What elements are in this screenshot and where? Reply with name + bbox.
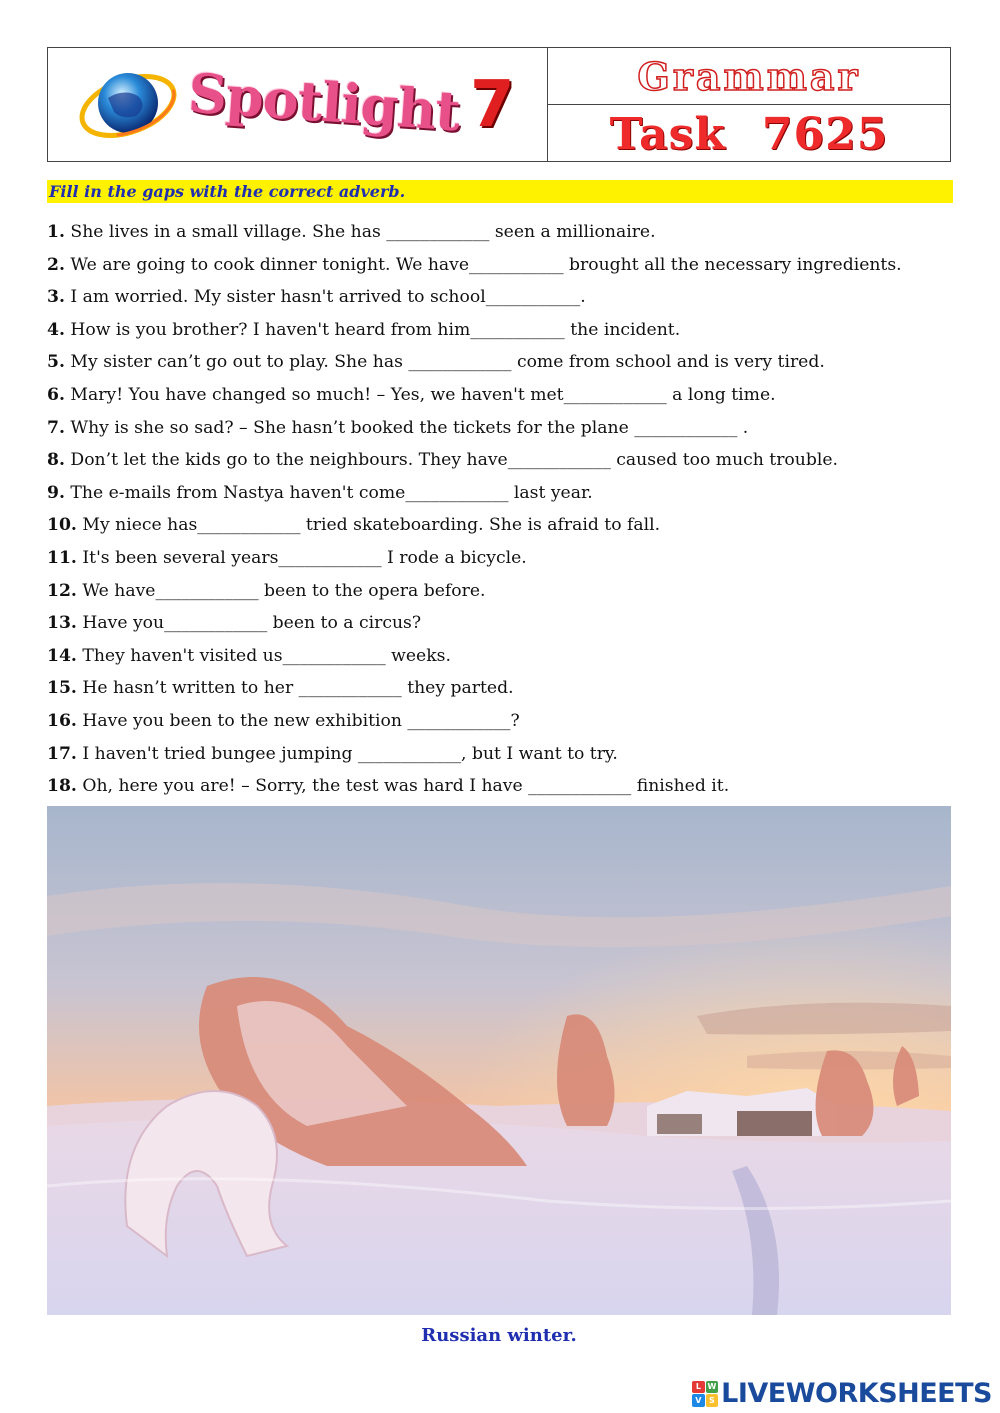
exercise-number: 8. bbox=[47, 450, 65, 471]
logo-tile-s: S bbox=[706, 1394, 719, 1407]
exercise-number: 15. bbox=[47, 678, 77, 699]
exercise-sentence: My niece has____________ tried skateboarding. She is afraid to fall. bbox=[82, 515, 661, 536]
exercise-number: 17. bbox=[47, 743, 77, 764]
exercise-number: 6. bbox=[47, 384, 65, 405]
exercise-sentence: Don’t let the kids go to the neighbours. They have____________ caused too much trouble. bbox=[70, 450, 838, 471]
exercise-item bbox=[47, 610, 967, 643]
exercise-item bbox=[47, 675, 967, 708]
exercise-number: 5. bbox=[47, 352, 65, 373]
exercise-item bbox=[47, 317, 967, 350]
logo-tile-w: W bbox=[707, 1382, 717, 1392]
exercise-sentence: Why is she so sad? – She hasn’t booked the tickets for the plane ____________ . bbox=[70, 417, 749, 438]
exercise-sentence: They haven't visited us____________ weeks. bbox=[82, 645, 451, 666]
exercise-sentence: The e-mails from Nastya haven't come____________ last year. bbox=[70, 482, 593, 503]
instruction-bar: Fill in the gaps with the correct adverb. bbox=[47, 180, 953, 203]
task-number: 7625 bbox=[761, 108, 889, 160]
exercise-sentence: It's been several years____________ I rode a bicycle. bbox=[82, 547, 527, 568]
task-label: Task bbox=[609, 108, 726, 160]
exercise-number: 9. bbox=[47, 482, 65, 503]
exercise-number: 1. bbox=[47, 222, 65, 242]
exercise-item bbox=[47, 773, 967, 806]
exercise-item bbox=[47, 252, 967, 285]
spotlight-logo bbox=[78, 58, 528, 150]
exercise-number: 11. bbox=[47, 547, 77, 568]
liveworksheets-logo-icon bbox=[692, 1381, 718, 1407]
exercise-number: 16. bbox=[47, 710, 77, 731]
exercise-number: 2. bbox=[47, 254, 65, 275]
exercise-sentence: How is you brother? I haven't heard from him___________ the incident. bbox=[70, 319, 681, 340]
exercise-item bbox=[47, 447, 967, 480]
liveworksheets-wordmark: LIVEWORKSHEETS bbox=[721, 1378, 992, 1409]
exercise-item bbox=[47, 480, 967, 513]
exercise-item bbox=[47, 643, 967, 676]
exercise-sentence: He hasn’t written to her ____________ they parted. bbox=[82, 678, 514, 699]
exercise-number: 4. bbox=[47, 319, 65, 340]
exercise-sentence: We have____________ been to the opera before. bbox=[82, 580, 486, 601]
worksheet-header bbox=[47, 47, 951, 162]
exercise-number: 10. bbox=[47, 515, 77, 536]
logo-tile-l: L bbox=[692, 1381, 705, 1394]
exercise-number: 12. bbox=[47, 580, 77, 601]
logo-grade-number: 7 bbox=[470, 68, 515, 142]
exercise-sentence: I am worried. My sister hasn't arrived to school___________. bbox=[70, 287, 586, 308]
exercise-sentence: She lives in a small village. She has ____________ seen a millionaire. bbox=[70, 222, 656, 242]
exercise-item bbox=[47, 708, 967, 741]
exercise-item bbox=[47, 219, 967, 252]
exercise-item bbox=[47, 415, 967, 448]
exercise-sentence: Mary! You have changed so much! – Yes, we haven't met____________ a long time. bbox=[70, 384, 776, 405]
exercise-item bbox=[47, 578, 967, 611]
exercise-sentence: Oh, here you are! – Sorry, the test was hard I have ____________ finished it. bbox=[82, 776, 730, 797]
photo-caption: Russian winter. bbox=[421, 1325, 577, 1346]
winter-landscape-photo bbox=[47, 806, 951, 1315]
exercise-item bbox=[47, 382, 967, 415]
exercise-number: 3. bbox=[47, 287, 65, 308]
exercise-list bbox=[47, 219, 967, 806]
exercise-number: 14. bbox=[47, 645, 77, 666]
exercise-sentence: Have you____________ been to a circus? bbox=[82, 613, 422, 634]
exercise-sentence: My sister can’t go out to play. She has ____________ come from school and is very tired. bbox=[70, 352, 825, 373]
exercise-number: 13. bbox=[47, 613, 77, 634]
exercise-item bbox=[47, 284, 967, 317]
exercise-sentence: We are going to cook dinner tonight. We have___________ brought all the necessary ingredients. bbox=[70, 254, 902, 275]
exercise-sentence: I haven't tried bungee jumping ____________, but I want to try. bbox=[82, 743, 618, 764]
exercise-item bbox=[47, 512, 967, 545]
exercise-sentence: Have you been to the new exhibition ____________? bbox=[82, 710, 520, 731]
logo-title: Spotlight bbox=[186, 60, 462, 144]
task-title bbox=[548, 105, 950, 163]
subject-title: Grammar bbox=[637, 53, 861, 99]
exercise-number: 18. bbox=[47, 776, 77, 797]
exercise-item bbox=[47, 741, 967, 774]
exercise-number: 7. bbox=[47, 417, 65, 438]
exercise-item bbox=[47, 545, 967, 578]
logo-tile-v: V bbox=[692, 1394, 705, 1407]
exercise-item bbox=[47, 349, 967, 382]
liveworksheets-brand[interactable] bbox=[692, 1378, 992, 1409]
